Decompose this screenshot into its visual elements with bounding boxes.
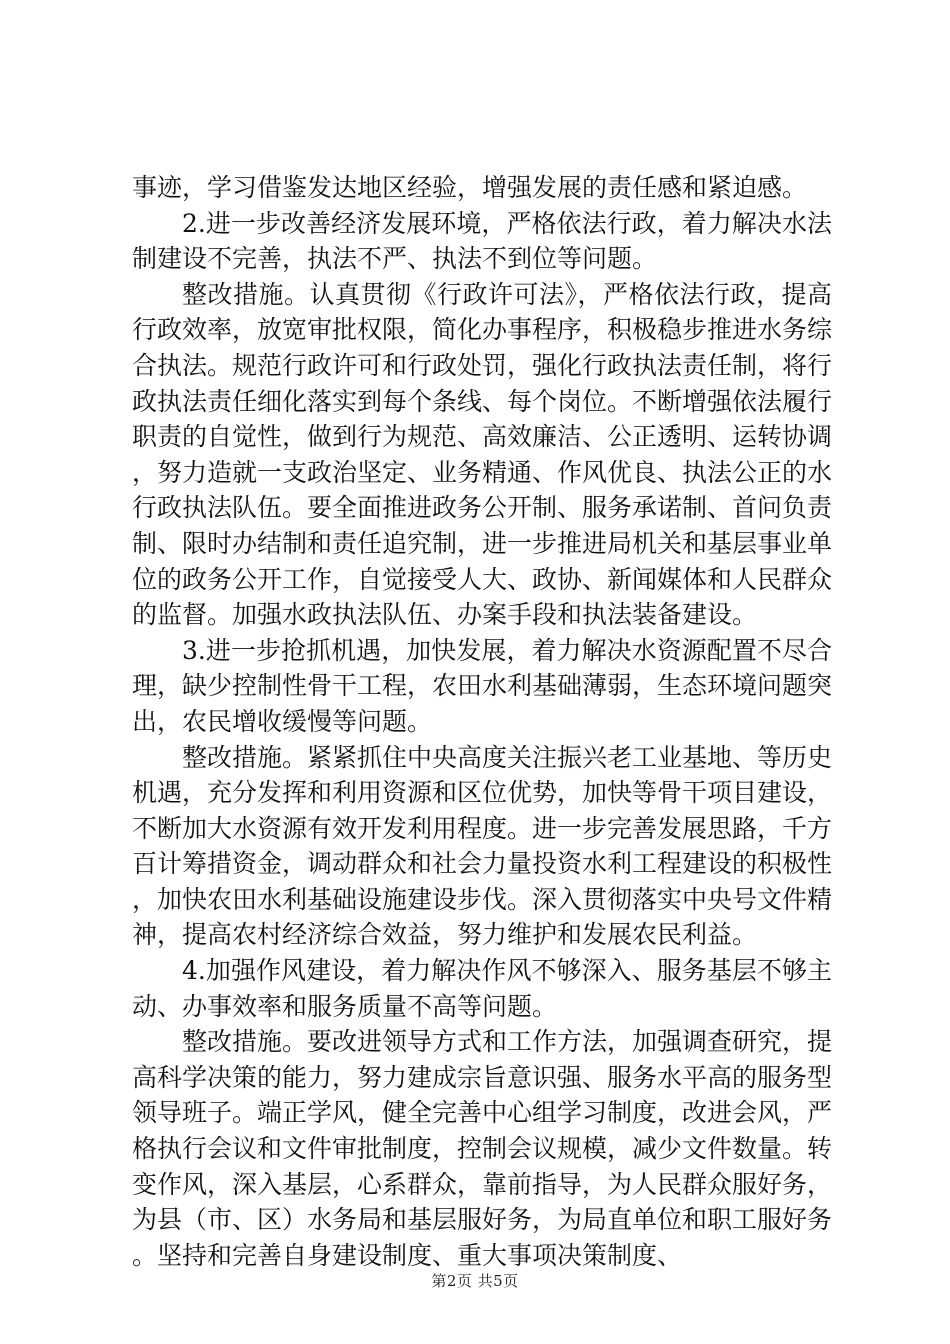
paragraph-continuation: 事迹，学习借鉴发达地区经验，增强发展的责任感和紧迫感。	[132, 173, 808, 202]
page-number-footer: 第2页 共5页	[431, 1272, 519, 1290]
paragraph-item-4-heading: 4.加强作风建设，着力解决作风不够深入、服务基层不够主动、办事效率和服务质量不高等问题。	[132, 956, 832, 1021]
paragraph-item-4-measures: 整改措施。要改进领导方式和工作方法，加强调查研究，提高科学决策的能力，努力建成宗旨意识强、服务水平高的服务型领导班子。端正学风，健全完善中心组学习制度，改进会风，严格执行会议和文件审批制度，控制会议规模，减少文件数量。转变作风，深入基层，心系群众，靠前指导，为人民群众服好务，为县（市、区）水务局和基层服好务，为局直单位和职工服好务。坚持和完善自身建设制度、重大事项决策制度、	[132, 1027, 833, 1270]
paragraph-item-3-heading: 3.进一步抢抓机遇，加快发展，着力解决水资源配置不尽合理，缺少控制性骨干工程，农田水利基础薄弱，生态环境问题突出，农民增收缓慢等问题。	[132, 635, 833, 736]
paragraph-item-2-heading: 2.进一步改善经济发展环境，严格依法行政，着力解决水法制建设不完善，执法不严、执法不到位等问题。	[132, 208, 832, 274]
document-body	[132, 170, 832, 1273]
paragraph-item-2-measures: 整改措施。认真贯彻《行政许可法》，严格依法行政，提高行政效率，放宽审批权限，简化办事程序，积极稳步推进水务综合执法。规范行政许可和行政处罚，强化行政执法责任制，将行政执法责任细化落实到每个条线、每个岗位。不断增强依法履行职责的自觉性，做到行为规范、高效廉洁、公正透明、运转协调，努力造就一支政治坚定、业务精通、作风优良、执法公正的水行政执法队伍。要全面推进政务公开制、服务承诺制、首问负责制、限时办结制和责任追究制，进一步推进局机关和基层事业单位的政务公开工作，自觉接受人大、政协、新闻媒体和人民群众的监督。加强水政执法队伍、办案手段和执法装备建设。	[132, 279, 833, 630]
paragraph-item-3-measures: 整改措施。紧紧抓住中央高度关注振兴老工业基地、等历史机遇，充分发挥和利用资源和区位优势，加快等骨干项目建设，不断加大水资源有效开发利用程度。进一步完善发展思路，千方百计筹措资金，调动群众和社会力量投资水利工程建设的积极性，加快农田水利基础设施建设步伐。深入贯彻落实中央号文件精神，提高农村经济综合效益，努力维护和发展农民利益。	[132, 742, 833, 950]
